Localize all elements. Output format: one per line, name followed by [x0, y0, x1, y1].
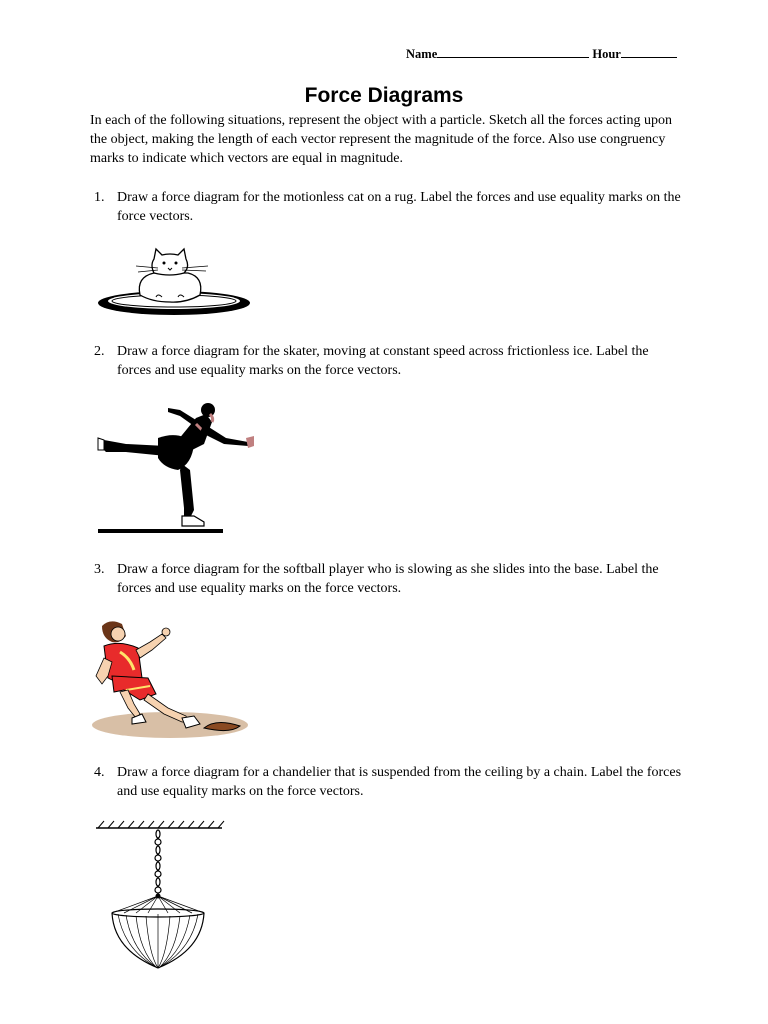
instructions-paragraph: In each of the following situations, represent the object with a particle. Sketch all the forces acting upon the object, making the length of each vector represent the magnitude of the force. Also use congruency marks to indicate which vectors are equal in magnitude.	[90, 113, 672, 166]
name-label: Name	[406, 47, 438, 61]
question-2-number: 2.	[94, 344, 105, 359]
question-3-text: Draw a force diagram for the softball player who is slowing as she slides into the base. Label the forces and use equality marks on the force vectors.	[117, 562, 659, 596]
page-title: Force Diagrams	[304, 84, 464, 107]
question-4-text: Draw a force diagram for a chandelier that is suspended from the ceiling by a chain. Label the forces and use equality marks on the force vectors.	[117, 765, 682, 799]
softball-slider-illustration	[90, 618, 255, 743]
hanging-chandelier-illustration	[94, 818, 229, 978]
name-hour-header	[406, 45, 677, 62]
hour-label: Hour	[592, 47, 621, 61]
hour-blank[interactable]	[621, 45, 677, 58]
question-3-number: 3.	[94, 562, 105, 577]
question-1-number: 1.	[94, 190, 105, 205]
question-2-text: Draw a force diagram for the skater, moving at constant speed across frictionless ice. Label the forces and use equality marks on the force vectors.	[117, 344, 649, 378]
question-1-text: Draw a force diagram for the motionless cat on a rug. Label the forces and use equality marks on the force vectors.	[117, 190, 681, 224]
cat-on-rug-illustration	[96, 245, 256, 320]
ice-skater-illustration	[96, 400, 261, 540]
name-blank[interactable]	[437, 45, 589, 58]
question-4-number: 4.	[94, 765, 105, 780]
